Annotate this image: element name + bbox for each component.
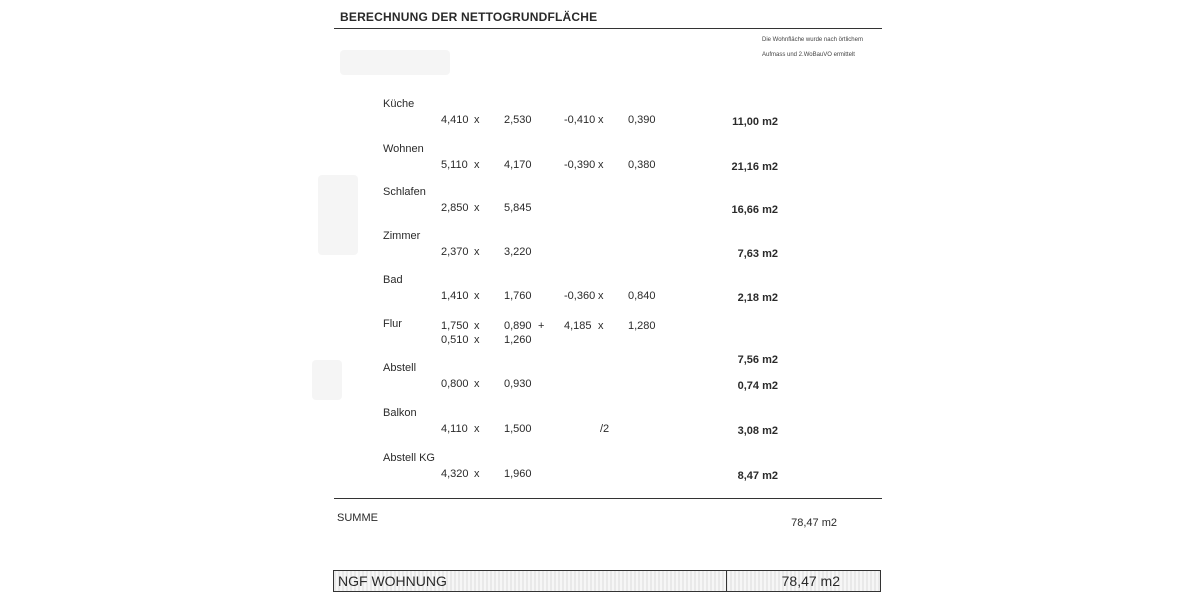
dimension-cell: x — [474, 423, 480, 435]
room-area: 21,16 m2 — [731, 161, 778, 173]
dimension-cell: 0,390 — [628, 114, 656, 126]
dimension-cell: x — [474, 320, 480, 332]
scan-smudge — [318, 175, 358, 255]
dimension-cell: -0,360 — [564, 290, 596, 302]
dimension-cell: 1,260 — [504, 334, 532, 346]
dimension-cell: x — [598, 159, 604, 171]
dimension-cell: 5,110 — [441, 159, 468, 171]
dimension-cell: 0,800 — [441, 378, 469, 390]
dimension-cell: x — [474, 202, 480, 214]
dimension-cell: x — [474, 378, 480, 390]
dimension-cell: + — [538, 320, 545, 332]
room-name: Abstell — [383, 362, 417, 374]
ngf-box — [333, 570, 881, 592]
dimension-cell: 1,760 — [504, 290, 532, 302]
room-area: 8,47 m2 — [737, 470, 778, 482]
room-name: Bad — [383, 274, 403, 286]
room-area: 7,63 m2 — [737, 248, 778, 260]
dimension-cell: 0,930 — [504, 378, 532, 390]
room-area: 2,18 m2 — [737, 292, 778, 304]
dimension-cell: x — [598, 320, 604, 332]
room-name: Balkon — [383, 407, 417, 419]
dimension-cell: 0,510 — [441, 334, 469, 346]
dimension-cell: 2,530 — [504, 114, 532, 126]
dimension-cell: x — [474, 468, 480, 480]
dimension-cell: 3,220 — [504, 246, 532, 258]
room-area: 11,00 m2 — [732, 116, 778, 128]
dimension-cell: 1,410 — [441, 290, 469, 302]
dimension-cell: -0,390 — [564, 159, 596, 171]
room-area: 3,08 m2 — [737, 425, 778, 437]
dimension-cell: x — [598, 290, 604, 302]
note-line-2: Aufmass und 2.WoBauVO ermittelt — [762, 52, 855, 58]
dimension-cell: 1,280 — [628, 320, 656, 332]
room-name: Wohnen — [383, 143, 424, 155]
dimension-cell: 2,850 — [441, 202, 469, 214]
dimension-cell: /2 — [600, 423, 610, 435]
title-rule — [334, 28, 882, 29]
dimension-cell: 0,890 — [504, 320, 532, 332]
room-name: Schlafen — [383, 186, 426, 198]
dimension-cell: 4,320 — [441, 468, 469, 480]
room-area: 16,66 m2 — [731, 204, 778, 216]
room-area: 7,56 m2 — [737, 354, 778, 366]
dimension-cell: x — [474, 334, 480, 346]
room-area: 0,74 m2 — [737, 380, 778, 392]
dimension-cell: x — [474, 159, 480, 171]
dimension-cell: -0,410 — [564, 114, 596, 126]
ngf-divider — [726, 571, 727, 591]
scan-smudge — [312, 360, 342, 400]
room-name: Flur — [383, 318, 402, 330]
dimension-cell: 1,750 — [441, 320, 469, 332]
dimension-cell: 4,110 — [441, 423, 468, 435]
dimension-cell: x — [474, 114, 480, 126]
scan-smudge — [340, 50, 450, 75]
dimension-cell: 0,380 — [628, 159, 656, 171]
room-name: Küche — [383, 98, 415, 110]
dimension-cell: 1,960 — [504, 468, 532, 480]
dimension-cell: 0,840 — [628, 290, 656, 302]
ngf-value: 78,47 m2 — [781, 573, 840, 589]
summe-label: SUMME — [337, 512, 378, 524]
dimension-cell: 5,845 — [504, 202, 532, 214]
ngf-label: NGF WOHNUNG — [338, 573, 447, 589]
dimension-cell: x — [474, 290, 480, 302]
dimension-cell: 1,500 — [504, 423, 532, 435]
dimension-cell: x — [474, 246, 480, 258]
summe-value: 78,47 m2 — [791, 517, 837, 529]
dimension-cell: 4,170 — [504, 159, 532, 171]
room-name: Zimmer — [383, 230, 421, 242]
dimension-cell: 4,410 — [441, 114, 469, 126]
note-line-1: Die Wohnfläche wurde nach örtlichem — [762, 37, 863, 43]
dimension-cell: 2,370 — [441, 246, 469, 258]
dimension-cell: x — [598, 114, 604, 126]
room-name: Abstell KG — [383, 452, 435, 464]
sum-rule — [334, 498, 882, 499]
page-title: BERECHNUNG DER NETTOGRUNDFLÄCHE — [340, 10, 598, 24]
dimension-cell: 4,185 — [564, 320, 592, 332]
